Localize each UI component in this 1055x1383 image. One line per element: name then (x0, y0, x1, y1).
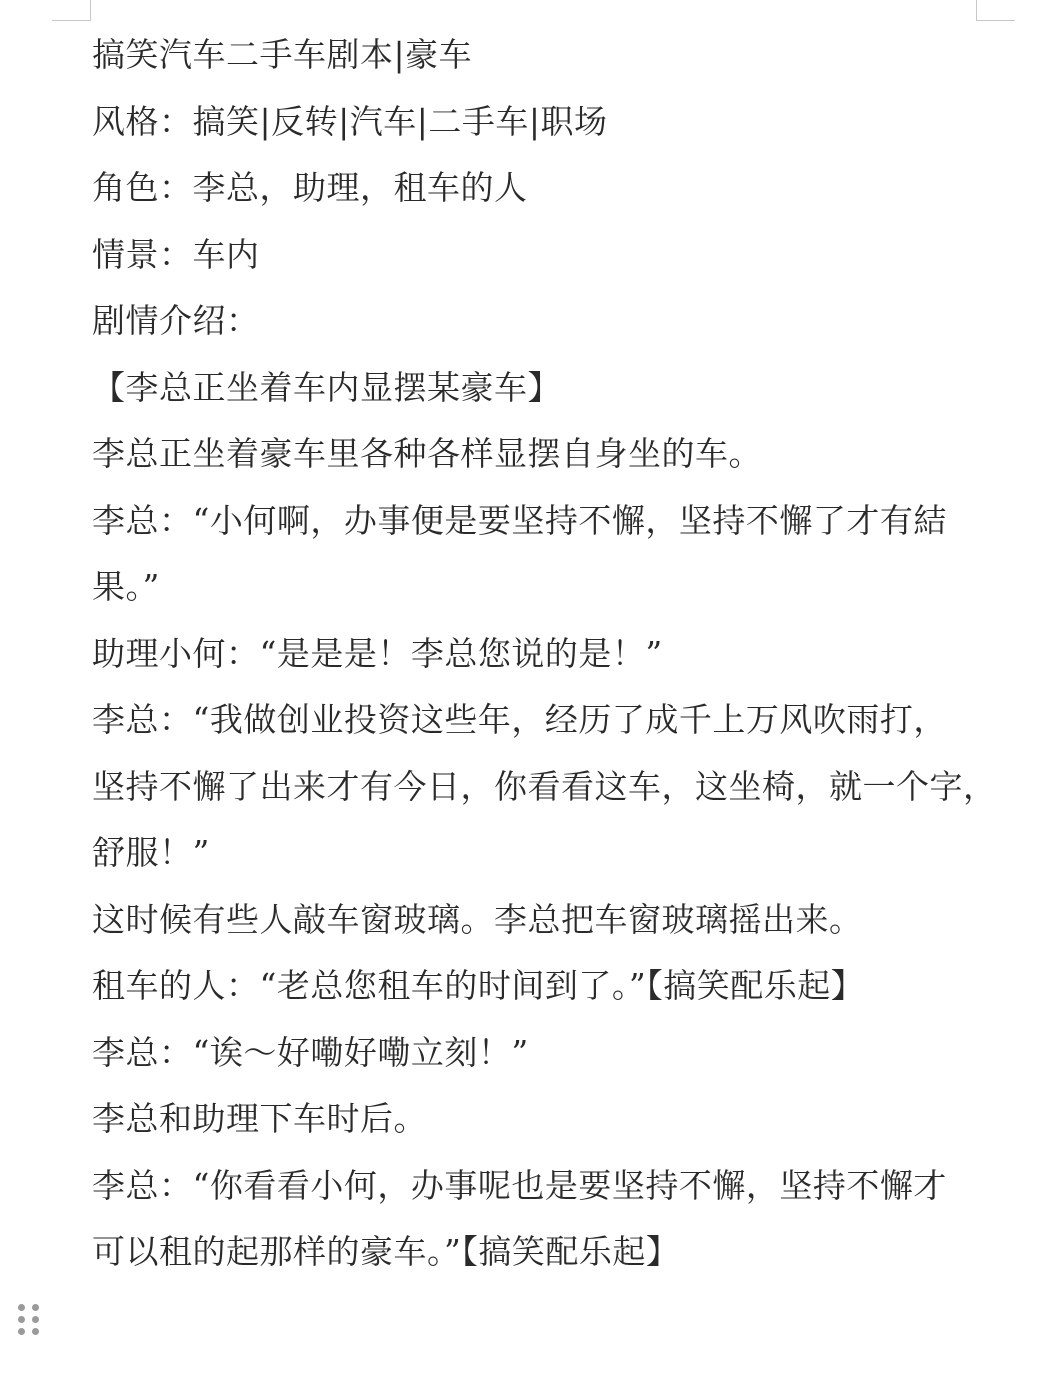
dialogue-line: 助理小何：“是是是！李总您说的是！” (92, 633, 663, 673)
dialogue-line: 李总：“小何啊，办事便是要坚持不懈，坚持不懈了才有結 (92, 500, 947, 540)
scene-line: 情景：车内 (92, 234, 260, 274)
document-body[interactable] (92, 22, 997, 1286)
dialogue-line: 李总：“我做创业投资这些年，经历了成千上万风吹雨打， (92, 700, 947, 739)
dialogue-line: 李总：“你看看小何，办事呢也是要坚持不懈，坚持不懈才 (92, 1165, 947, 1205)
drag-dot (18, 1328, 25, 1335)
roles-line: 角色：李总，助理，租车的人 (92, 168, 528, 207)
plot-heading: 剧情介绍： (92, 301, 260, 340)
drag-dot (18, 1304, 25, 1311)
document-title: 搞笑汽车二手车剧本|豪车 (92, 35, 473, 74)
page-corner-mark-right (976, 0, 1015, 21)
drag-dot (32, 1304, 39, 1311)
dialogue-line: 舒服！” (92, 833, 210, 872)
drag-dot (32, 1328, 39, 1335)
dialogue-line: 李总：“诶～好嘞好嘞立刻！” (92, 1032, 529, 1072)
dialogue-line: 坚持不懈了出来才有今日，你看看这车，这坐椅，就一个字， (92, 766, 997, 806)
narration-line: 这时候有些人敲车窗玻璃。李总把车窗玻璃摇出来。 (92, 899, 863, 939)
drag-dot (18, 1316, 25, 1323)
dialogue-line: 租车的人：“老总您租车的时间到了。”【搞笑配乐起】 (92, 966, 865, 1005)
dialogue-line: 果。” (92, 567, 160, 606)
drag-dot (32, 1316, 39, 1323)
narration-line: 李总和助理下车时后。 (92, 1099, 427, 1138)
page-corner-mark-left (52, 0, 91, 21)
narration-line: 李总正坐着豪车里各种各样显摆自身坐的车。 (92, 434, 762, 473)
dialogue-line: 可以租的起那样的豪车。”【搞笑配乐起】 (92, 1232, 680, 1271)
style-line: 风格：搞笑|反转|汽车|二手车|职场 (92, 101, 608, 141)
drag-handle-icon[interactable] (18, 1304, 40, 1338)
stage-direction: 【李总正坐着车内显摆某豪车】 (92, 367, 561, 407)
